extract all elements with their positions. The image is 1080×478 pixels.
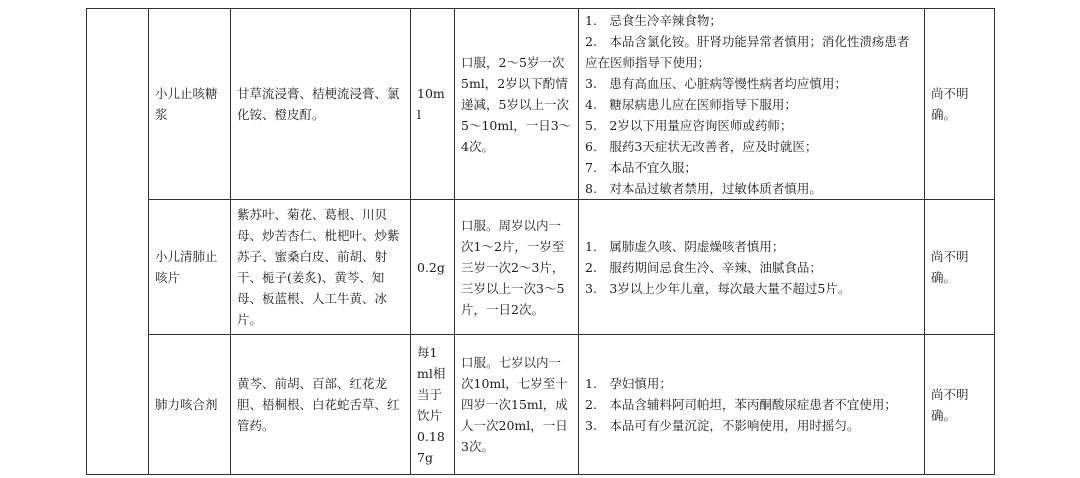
cautions-cell <box>579 9 925 200</box>
dose-cell: 0.2g <box>411 200 455 335</box>
interaction-cell: 尚不明确。 <box>925 200 995 335</box>
drug-table <box>86 8 995 475</box>
table-row <box>87 335 995 475</box>
interaction-cell: 尚不明确。 <box>925 9 995 200</box>
caution-item: 8. 对本品过敏者禁用，过敏体质者慎用。 <box>585 180 822 196</box>
dose-cell: 10ml <box>411 9 455 200</box>
cautions-list <box>585 10 918 199</box>
table-row <box>87 9 995 200</box>
cautions-list <box>585 373 918 436</box>
caution-item: 3. 3岁以上少年儿童，每次最大量不超过5片。 <box>585 280 851 296</box>
caution-item: 1. 属肺虚久咳、阴虚燥咳者慎用； <box>585 238 785 254</box>
drug-name: 小儿清肺止咳片 <box>149 200 231 335</box>
table-row <box>87 200 995 335</box>
ingredients-cell: 紫苏叶、菊花、葛根、川贝母、炒苦杏仁、枇杷叶、炒紫苏子、蜜桑白皮、前胡、射干、栀子(姜炙)、黄芩、知母、板蓝根、人工牛黄、冰片。 <box>231 200 411 335</box>
drug-name: 小儿止咳糖浆 <box>149 9 231 200</box>
caution-item: 7. 本品不宜久服； <box>585 159 697 175</box>
caution-item: 1. 忌食生冷辛辣食物； <box>585 12 722 28</box>
caution-item: 1. 孕妇慎用； <box>585 376 672 391</box>
cautions-cell <box>579 200 925 335</box>
interaction-cell: 尚不明确。 <box>925 335 995 475</box>
dose-cell: 每1ml相当于饮片0.187g <box>411 335 455 475</box>
ingredients-cell: 黄芩、前胡、百部、红花龙胆、梧桐根、白花蛇舌草、红管药。 <box>231 335 411 475</box>
caution-item: 2. 本品含辅料阿司帕坦，苯丙酮酸尿症患者不宜使用； <box>585 397 897 412</box>
drug-name: 肺力咳合剂 <box>149 335 231 475</box>
category-cell <box>87 9 149 475</box>
ingredients-cell: 甘草流浸膏、桔梗流浸膏、氯化铵、橙皮酊。 <box>231 9 411 200</box>
usage-cell: 口服，2～5岁一次5ml，2岁以下酌情递减，5岁以上一次5～10ml，一日3～4次。 <box>455 9 579 200</box>
cautions-list <box>585 236 918 299</box>
caution-item: 3. 患有高血压、心脏病等慢性病者均应慎用； <box>585 75 847 91</box>
cautions-cell <box>579 335 925 475</box>
caution-item: 5. 2岁以下用量应咨询医师或药师； <box>585 117 793 133</box>
usage-cell: 口服。周岁以内一次1～2片，一岁至三岁一次2～3片，三岁以上一次3～5片，一日2次。 <box>455 200 579 335</box>
caution-item: 6. 服药3天症状无改善者，应及时就医； <box>585 138 818 154</box>
caution-item: 3. 本品可有少量沉淀，不影响使用，用时摇匀。 <box>585 418 860 433</box>
caution-item: 2. 本品含氯化铵。肝肾功能异常者慎用；消化性溃疡患者应在医师指导下使用； <box>585 33 910 70</box>
caution-item: 4. 糖尿病患儿应在医师指导下服用； <box>585 96 797 112</box>
caution-item: 2. 服药期间忌食生冷、辛辣、油腻食品； <box>585 259 822 275</box>
usage-cell: 口服。七岁以内一次10ml，七岁至十四岁一次15ml，成人一次20ml，一日3次。 <box>455 335 579 475</box>
